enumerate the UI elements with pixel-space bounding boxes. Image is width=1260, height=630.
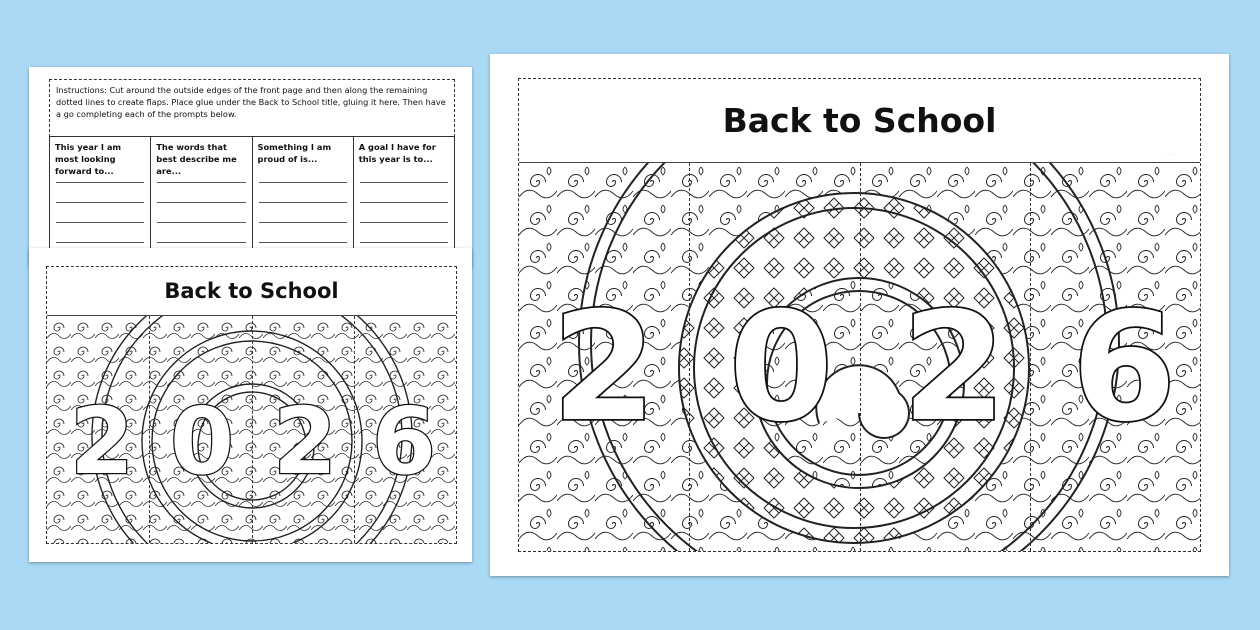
year-digit: 2 xyxy=(272,388,338,495)
year-digit: 2 xyxy=(901,284,1007,454)
year-digit: 2 xyxy=(551,284,657,454)
worksheet-front-page-small xyxy=(29,248,472,562)
writing-line xyxy=(157,222,245,223)
prompt-label: This year I am most looking forward to... xyxy=(55,142,122,176)
writing-line xyxy=(259,222,347,223)
writing-line xyxy=(360,202,448,203)
writing-line xyxy=(157,182,245,183)
writing-line xyxy=(157,242,245,243)
writing-line xyxy=(360,242,448,243)
instructions-text: Instructions: Cut around the outside edges of the front page and then along the remaining dotted lines to create flaps. Place glue under the Back to School title, gluing it here. Then have a go completing each of the prompts below. xyxy=(56,85,446,119)
year-digit: 2 xyxy=(69,388,135,495)
year-digit: 0 xyxy=(169,388,235,495)
writing-line xyxy=(56,242,144,243)
publisher-credit: · · · xyxy=(1166,152,1176,159)
worksheet-front-page-large xyxy=(490,54,1229,576)
writing-line xyxy=(259,242,347,243)
year-digits xyxy=(47,388,456,498)
prompt-label: A goal I have for this year is to... xyxy=(358,142,436,164)
writing-line xyxy=(56,182,144,183)
year-digit: 6 xyxy=(371,388,437,495)
prompt-label: The words that best describe me are... xyxy=(156,142,237,176)
writing-line xyxy=(56,202,144,203)
worksheet-back-page xyxy=(29,67,472,267)
writing-line xyxy=(56,222,144,223)
year-digit: 0 xyxy=(728,284,834,454)
writing-line xyxy=(360,182,448,183)
writing-line xyxy=(360,222,448,223)
writing-line xyxy=(259,202,347,203)
writing-line xyxy=(259,182,347,183)
year-digits xyxy=(519,284,1200,454)
writing-line xyxy=(157,202,245,203)
page-title: Back to School xyxy=(519,79,1200,163)
prompt-label: Something I am proud of is... xyxy=(257,142,332,164)
page-title: Back to School xyxy=(47,267,456,316)
year-digit: 6 xyxy=(1071,284,1177,454)
